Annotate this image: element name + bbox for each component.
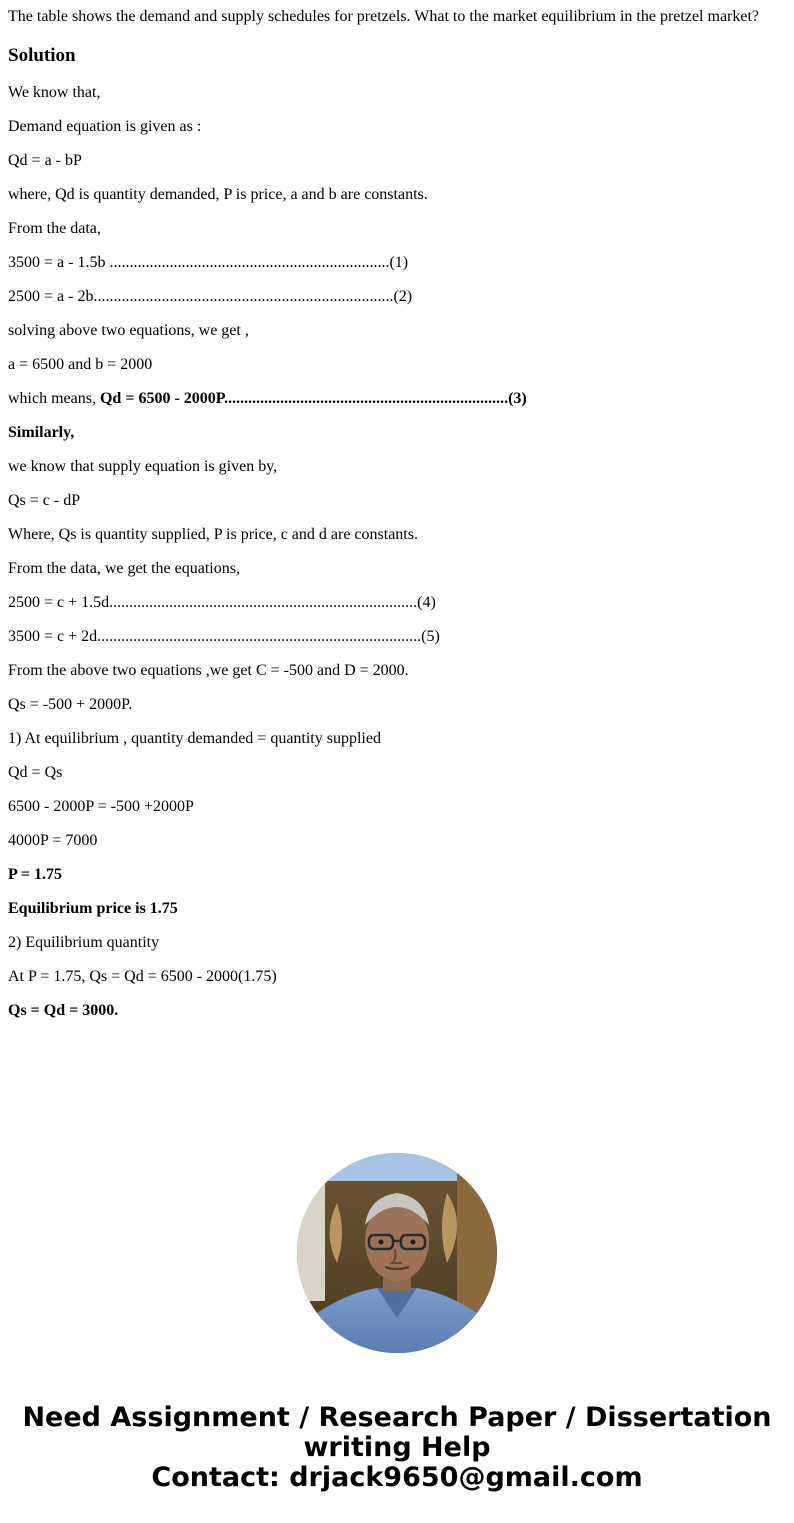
solution-line: 1) At equilibrium , quantity demanded = quantity supplied <box>8 730 381 747</box>
solution-line: From the data, we get the equations, <box>8 560 240 577</box>
solution-line: Qs = -500 + 2000P. <box>8 696 133 713</box>
solution-line: Qs = c - dP <box>8 492 81 509</box>
solution-line: 6500 - 2000P = -500 +2000P <box>8 798 194 815</box>
solution-line: From the above two equations ,we get C = -500 and D = 2000. <box>8 662 409 679</box>
solution-line: Demand equation is given as : <box>8 118 202 135</box>
solution-line: We know that, <box>8 84 101 101</box>
promo-line: Need Assignment / Research Paper / Dissertation <box>22 1402 772 1433</box>
solution-line: Equilibrium price is 1.75 <box>8 900 178 917</box>
solution-line: Qd = Qs <box>8 764 63 781</box>
demand-equation-result: Qd = 6500 - 2000P.......................................................................(3) <box>99 390 527 407</box>
solution-line: Similarly, <box>8 424 75 441</box>
avatar <box>297 1153 497 1353</box>
solution-line: Qs = Qd = 3000. <box>8 1002 119 1019</box>
solution-line: 2) Equilibrium quantity <box>8 934 160 951</box>
solution-line: Qd = a - bP <box>8 152 82 169</box>
solution-line: From the data, <box>8 220 101 237</box>
solution-line: 3500 = c + 2d.................................................................................(5) <box>8 628 440 645</box>
solution-heading: Solution <box>8 45 76 66</box>
solution-line: P = 1.75 <box>8 866 63 883</box>
question-text: The table shows the demand and supply schedules for pretzels. What to the market equilibrium in the pretzel market? <box>8 8 760 25</box>
solution-line: 2500 = a - 2b...........................................................................(2) <box>8 288 413 305</box>
promo-line: writing Help <box>303 1432 491 1463</box>
solution-line: we know that supply equation is given by, <box>8 458 278 475</box>
portrait-photo-icon <box>297 1153 497 1353</box>
solution-line: 2500 = c + 1.5d.............................................................................(4) <box>8 594 436 611</box>
solution-body <box>8 84 527 1036</box>
contact-line: Contact: drjack9650@gmail.com <box>151 1462 643 1493</box>
solution-line: Where, Qs is quantity supplied, P is price, c and d are constants. <box>8 526 418 543</box>
solution-line: solving above two equations, we get , <box>8 322 249 339</box>
solution-line: where, Qd is quantity demanded, P is price, a and b are constants. <box>8 186 428 203</box>
solution-line <box>8 390 527 424</box>
solution-line: 4000P = 7000 <box>8 832 98 849</box>
line-prefix: which means, <box>8 390 100 407</box>
solution-line: At P = 1.75, Qs = Qd = 6500 - 2000(1.75) <box>8 968 277 985</box>
solution-line: 3500 = a - 1.5b ......................................................................(1) <box>8 254 409 271</box>
solution-line: a = 6500 and b = 2000 <box>8 356 153 373</box>
promo-footer <box>0 1403 794 1493</box>
